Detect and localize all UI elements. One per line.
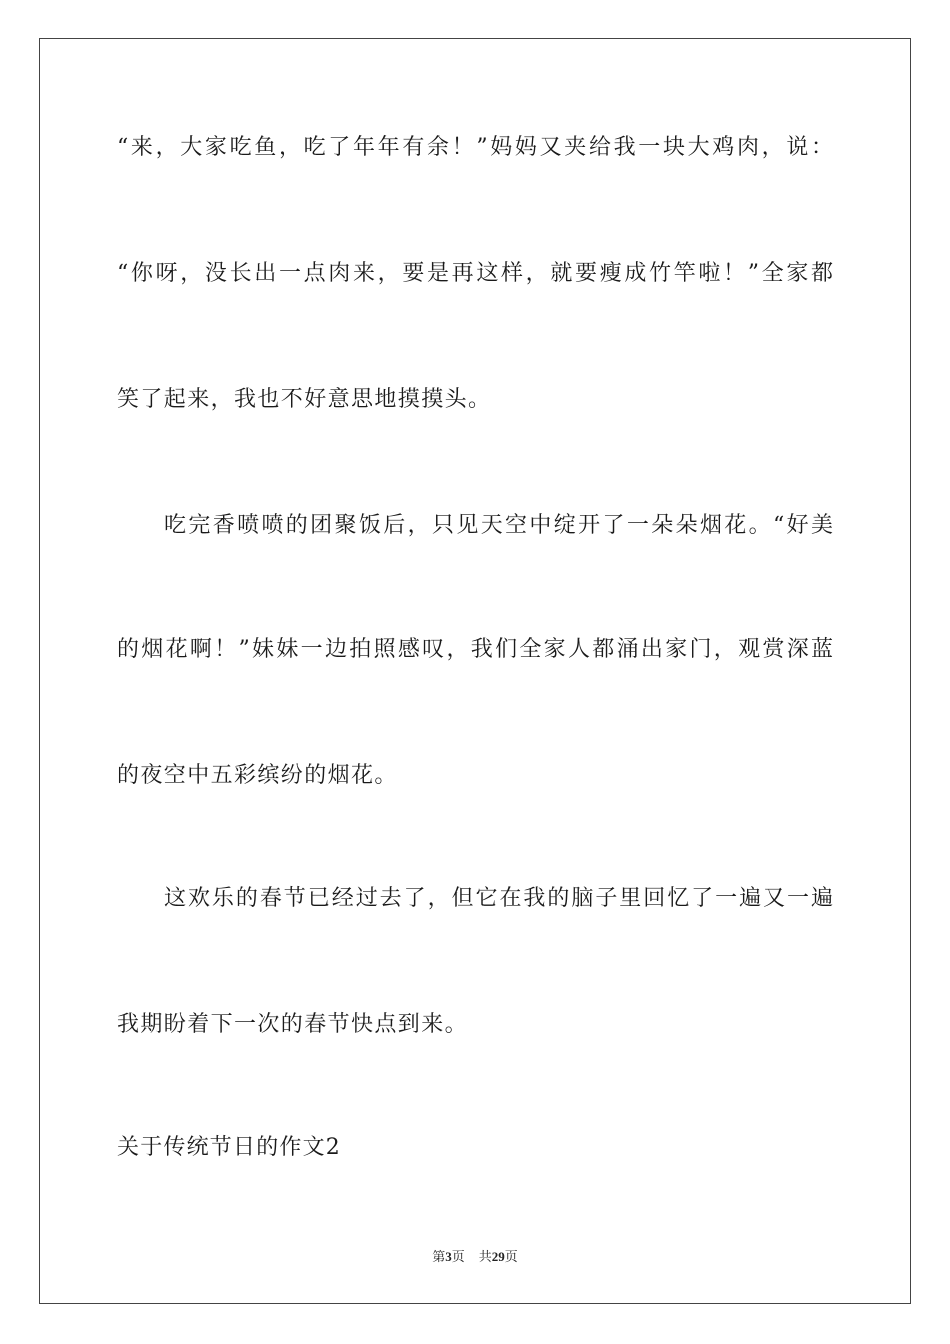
paragraph-first-line: 这欢乐的春节已经过去了，但它在我的脑子里回忆了一遍又一遍: [164, 886, 833, 911]
paragraph-line: 笑了起来，我也不好意思地摸摸头。: [117, 387, 492, 412]
total-pages: 29: [491, 1249, 505, 1264]
total-suffix: 页: [504, 1250, 518, 1265]
paragraph-line: 的夜空中五彩缤纷的烟花。: [117, 763, 398, 788]
page-suffix: 页: [451, 1250, 465, 1265]
page-footer: [0, 1249, 950, 1266]
section-heading: 关于传统节日的作文2: [117, 1135, 341, 1160]
page-number: 3: [445, 1249, 452, 1264]
paragraph-line: 的烟花啊！”妹妹一边拍照感叹，我们全家人都涌出家门，观赏深蓝: [117, 637, 833, 662]
page-prefix: 第: [432, 1250, 446, 1265]
paragraph-line: “来，大家吃鱼，吃了年年有余！”妈妈又夹给我一块大鸡肉，说：: [117, 135, 833, 160]
paragraph-line: 我期盼着下一次的春节快点到来。: [117, 1012, 469, 1037]
paragraph-first-line: 吃完香喷喷的团聚饭后，只见天空中绽开了一朵朵烟花。“好美: [164, 513, 833, 538]
total-prefix: 共: [478, 1250, 492, 1265]
paragraph-line: “你呀，没长出一点肉来，要是再这样，就要瘦成竹竿啦！”全家都: [117, 261, 833, 286]
page-border: [39, 38, 911, 1304]
